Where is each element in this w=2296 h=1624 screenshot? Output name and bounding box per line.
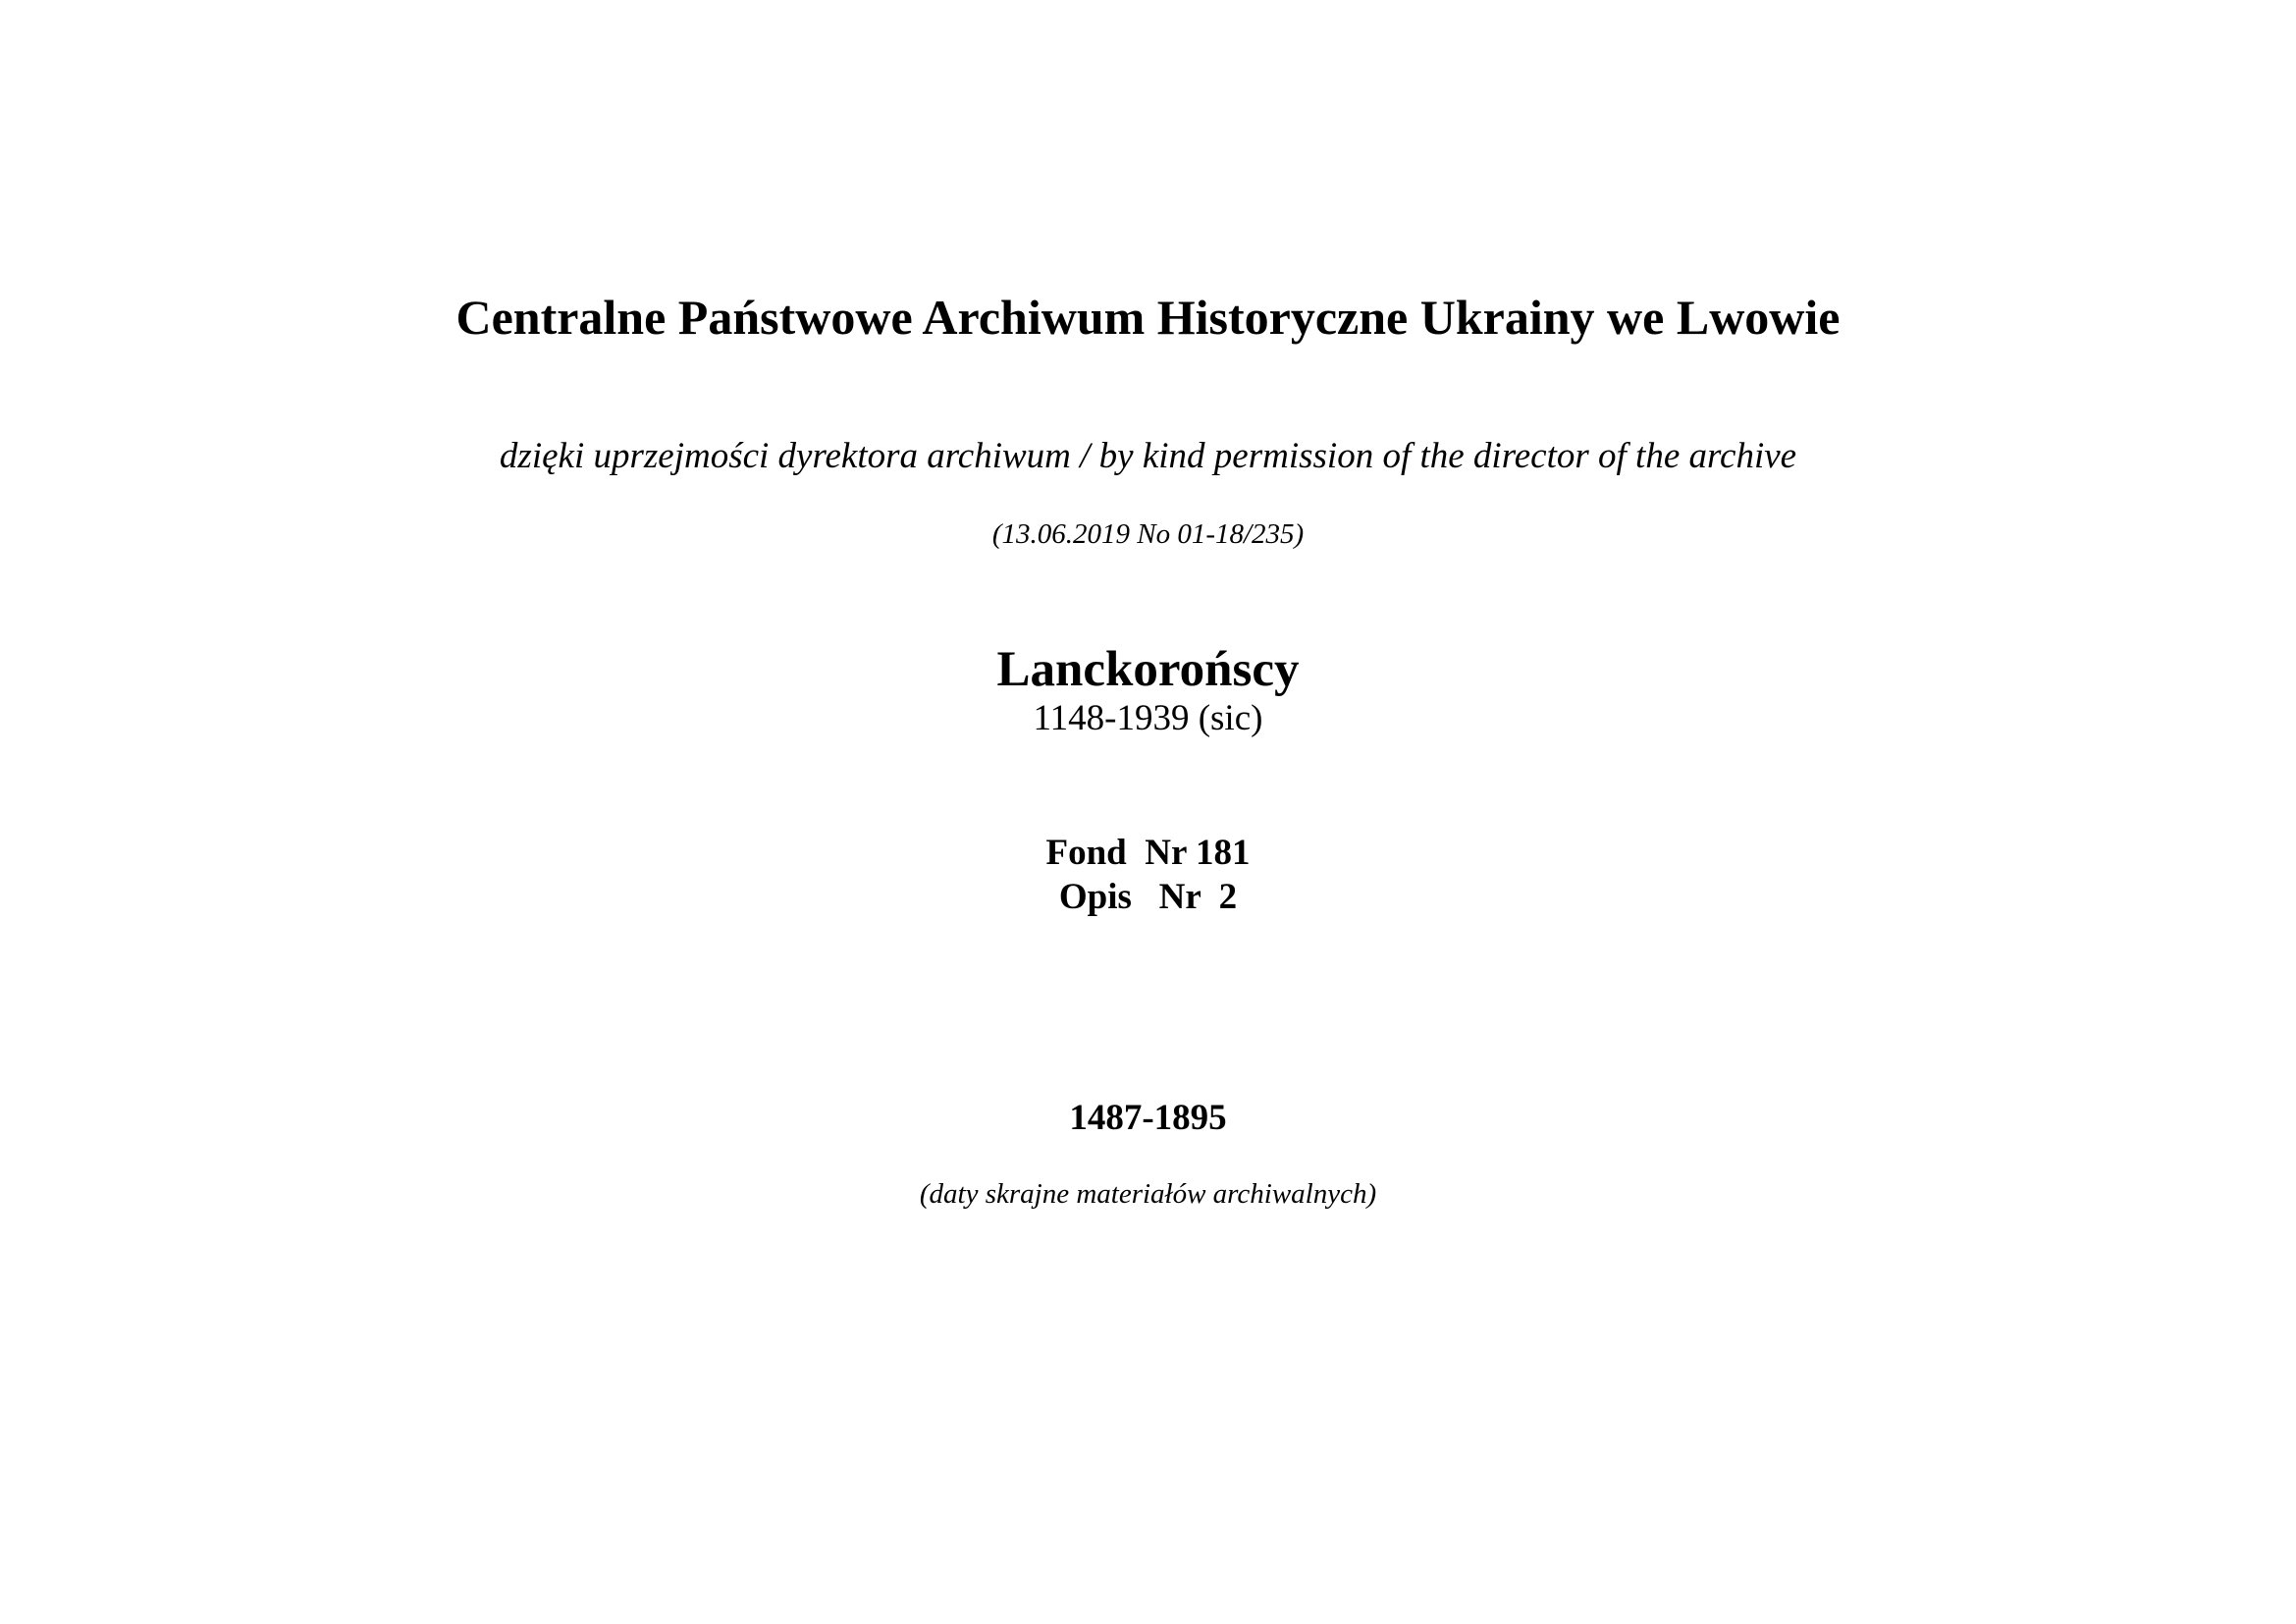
opis-number: Opis Nr 2 — [1058, 877, 1238, 917]
permission-reference: (13.06.2019 No 01-18/235) — [991, 518, 1305, 550]
date-range: 1487-1895 — [1069, 1098, 1227, 1138]
archive-name-heading: Centralne Państwowe Archiwum Historyczne Ukrainy we Lwowie — [455, 290, 1841, 345]
fond-years: 1148-1939 (sic) — [1033, 698, 1263, 738]
fond-title: Lanckorońscy — [996, 642, 1300, 697]
permission-note: dzięki uprzejmości dyrektora archiwum / by kind permission of the director of the archive — [499, 436, 1797, 476]
date-range-note: (daty skrajne materiałów archiwalnych) — [919, 1178, 1377, 1210]
fond-number: Fond Nr 181 — [1045, 833, 1251, 873]
